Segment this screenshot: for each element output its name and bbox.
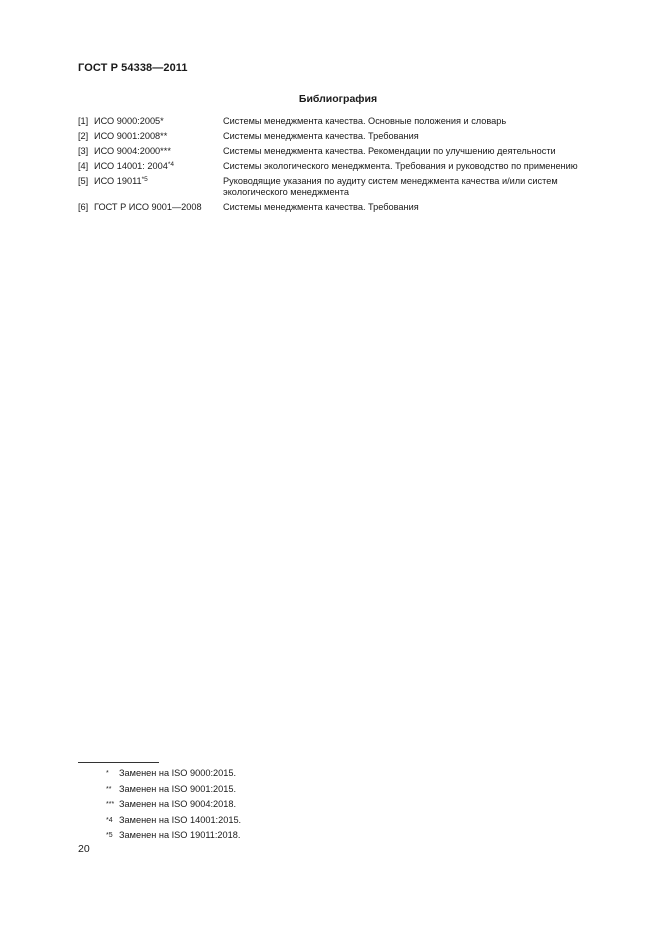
entry-footnote-mark: *5 (141, 176, 148, 183)
entry-code-text: ИСО 19011 (94, 176, 142, 186)
bibliography-entry (78, 116, 618, 127)
footnote-marker: *4 (106, 816, 113, 824)
entry-code (94, 146, 223, 157)
entry-title: Системы менеджмента качества. Требования (223, 202, 419, 212)
footnote (106, 830, 241, 841)
bibliography-entry (78, 161, 618, 172)
entry-footnote-mark: *4 (167, 161, 174, 168)
entry-code-text: ИСО 9000:2005 (94, 116, 161, 126)
document-header: ГОСТ Р 54338—2011 (78, 62, 188, 74)
entry-title: Системы менеджмента качества. Требования (223, 131, 419, 141)
footnotes (106, 768, 241, 846)
footnote-marker: * (106, 770, 109, 777)
bibliography-entry (78, 131, 618, 142)
entry-code-text: ИСО 14001: 2004 (94, 161, 168, 171)
entry-number: [2] (78, 131, 89, 141)
entry-title: Системы менеджмента качества. Основные положения и словарь (223, 116, 507, 126)
entry-number: [4] (78, 161, 89, 171)
footnote (106, 815, 241, 826)
footnote-marker: *5 (106, 832, 113, 839)
footnote (106, 784, 241, 795)
footnote-text: Заменен на ISO 19011:2018. (119, 830, 241, 840)
footnote-divider (78, 762, 159, 763)
footnote (106, 799, 241, 810)
footnote-text: Заменен на ISO 9004:2018. (119, 799, 236, 809)
entry-number: [6] (78, 202, 89, 212)
entry-number: [5] (78, 176, 89, 186)
footnote-text: Заменен на ISO 9001:2015. (119, 783, 236, 794)
entry-number: [1] (78, 116, 89, 126)
entry-title: Системы экологического менеджмента. Требования и руководство по применению (223, 161, 578, 171)
footnote (106, 768, 241, 779)
entry-footnote-mark: *** (160, 146, 171, 156)
entry-footnote-mark: ** (160, 131, 168, 141)
entry-code (94, 202, 223, 213)
footnote-text: Заменен на ISO 14001:2015. (119, 814, 242, 825)
bibliography-entry (78, 202, 618, 213)
bibliography-entry (78, 176, 618, 198)
entry-code-text: ИСО 9004:2000 (94, 146, 161, 156)
entry-code (94, 161, 223, 172)
bibliography-entry (78, 146, 618, 157)
entry-code-text: ИСО 9001:2008 (94, 131, 161, 141)
entry-code (94, 116, 223, 127)
footnote-text: Заменен на ISO 9000:2015. (119, 768, 236, 778)
page-number: 20 (78, 843, 90, 855)
footnote-marker: *** (106, 801, 115, 808)
entry-title: Руководящие указания по аудиту систем менеджмента качества и/или систем экологического менеджмента (223, 176, 558, 197)
entry-title: Системы менеджмента качества. Рекомендации по улучшению деятельности (223, 146, 556, 156)
entry-code-text: ГОСТ Р ИСО 9001—2008 (94, 202, 202, 212)
bibliography-title: Библиография (298, 93, 378, 105)
entry-number: [3] (78, 146, 89, 156)
footnote-marker: ** (106, 785, 112, 793)
entry-code (94, 176, 223, 198)
entry-footnote-mark: * (160, 116, 164, 126)
bibliography-list (78, 116, 618, 217)
entry-code (94, 131, 223, 142)
